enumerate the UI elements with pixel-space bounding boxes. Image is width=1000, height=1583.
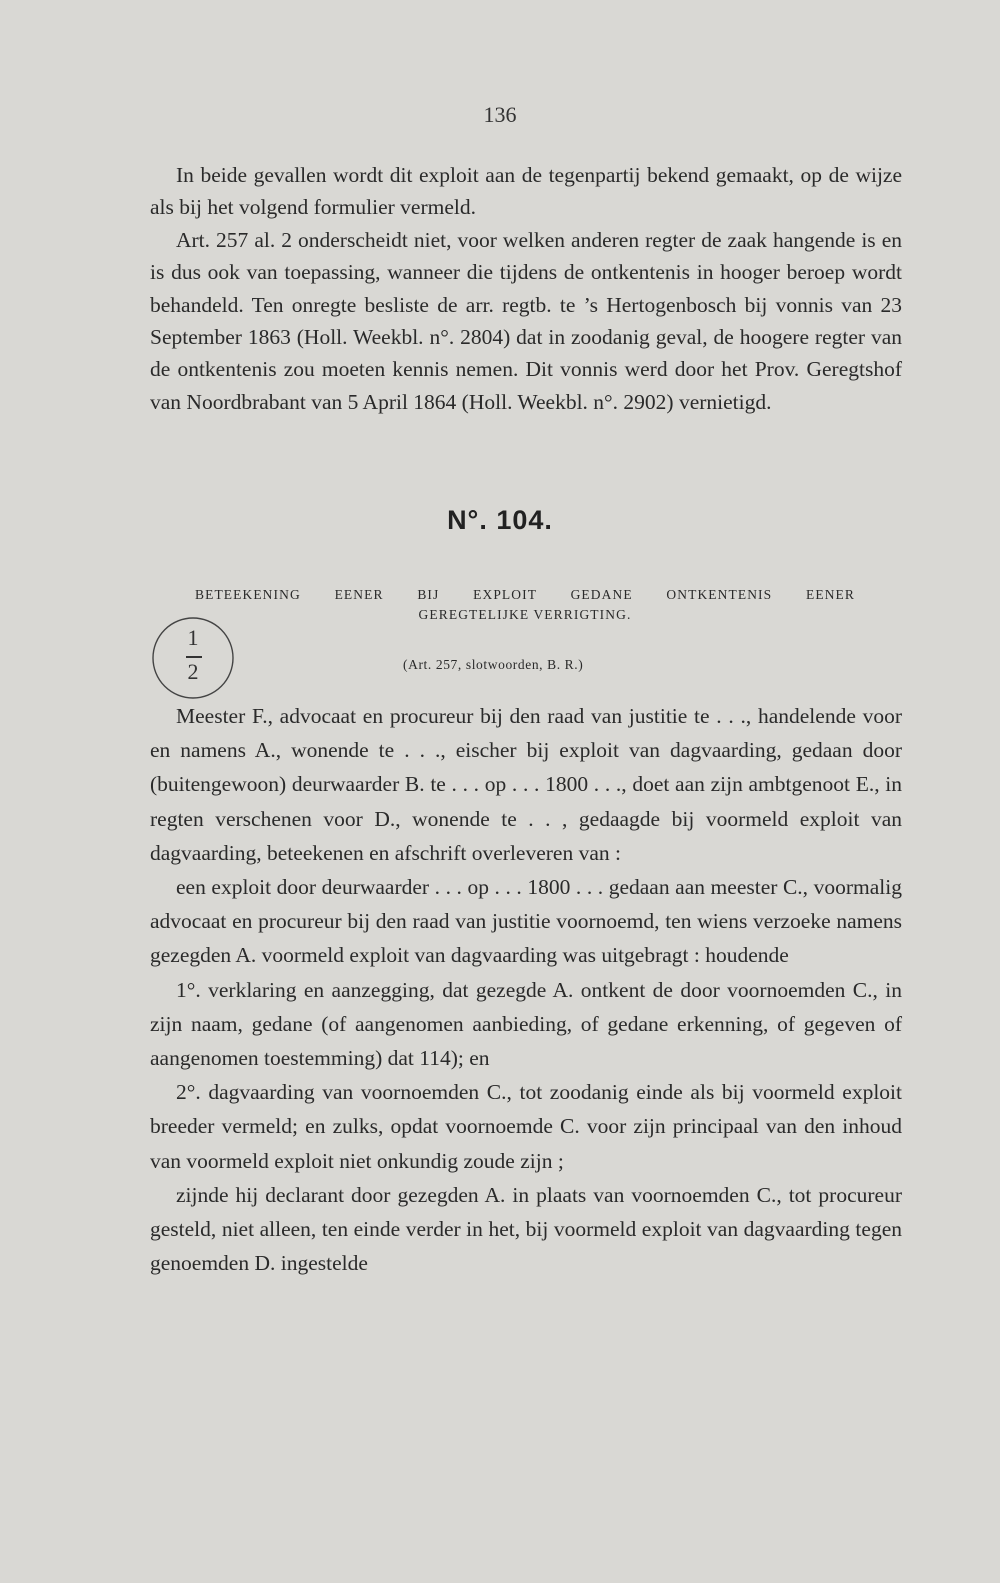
stamp-fraction-bar (186, 656, 202, 658)
paragraph: Art. 257 al. 2 onderscheidt niet, voor welken anderen regter de zaak hangende is en is dus ook van toepassing, wanneer die tijdens de ontkentenis in hooger beroep wordt behandeld. Ten onregte besliste de arr. regtb. te ’s Hertogenbosch bij vonnis van 23 September 1863 (Holl. Weekbl. n°. 2804) dat in zoodanig geval, de hoogere regter van de ontkentenis zou moeten kennis nemen. Dit vonnis werd door het Prov. Geregtshof van Noordbrabant van 5 April 1864 (Holl. Weekbl. n°. 2902) vernietigd. (150, 227, 902, 414)
page-number: 136 (483, 102, 517, 127)
article-reference: (Art. 257, slotwoorden, B. R.) (403, 657, 584, 672)
paragraph: Meester F., advocaat en procureur bij den raad van justitie te . . ., handelende voor en namens A., wonende te . . ., eischer bij exploit van dagvaarding, gedaan door (buitengewoon) deurwaarder B. te . . . op . . . 1800 . . ., doet aan zijn ambtgenoot E., in regten verschenen voor D., wonende te . . , gedaagde bij voormeld exploit van dagvaarding, beteekenen en afschrift overleveren van : (150, 704, 902, 865)
paragraph: In beide gevallen wordt dit exploit aan de tegenpartij bekend gemaakt, op de wijze als bij het volgend formulier vermeld. (150, 163, 902, 220)
paragraph: zijnde hij declarant door gezegden A. in plaats van voornoemden C., tot procureur gesteld, niet alleen, ten einde verder in het, bij voormeld exploit van dagvaarding tegen genoemden D. ingestelde (150, 1182, 902, 1276)
stamp-denominator: 2 (187, 659, 199, 684)
stamp-numerator: 1 (187, 625, 199, 650)
paragraph: 2°. dagvaarding van voornoemden C., tot zoodanig einde als bij voormeld exploit breeder vermeld; en zulks, opdat voornoemde C. voor zijn principaal van den inhoud van voormeld exploit niet onkundig zoude zijn ; (150, 1080, 902, 1173)
section-title-line: BETEEKENING EENER BIJ EXPLOIT GEDANE ONTKENTENIS EENER (195, 587, 855, 602)
fee-stamp (150, 615, 236, 701)
intro-text (150, 159, 902, 418)
body-text (150, 699, 902, 1280)
section-title (195, 585, 855, 625)
section-title-line: GEREGTELIJKE VERRIGTING. (418, 607, 632, 622)
section-number: N°. 104. (447, 505, 553, 535)
paragraph: een exploit door deurwaarder . . . op . . . 1800 . . . gedaan aan meester C., voormalig advocaat en procureur bij den raad van justitie voornoemd, ten wiens verzoeke namens gezegden A. voormeld exploit van dagvaarding was uitgebragt : houdende (150, 875, 902, 968)
paragraph: 1°. verklaring en aanzegging, dat gezegde A. ontkent de door voornoemden C., in zijn naam, gedane (of aangenomen aanbieding, of gedane erkenning, of gegeven of aangenomen toestemming) dat 114); en (150, 977, 902, 1071)
